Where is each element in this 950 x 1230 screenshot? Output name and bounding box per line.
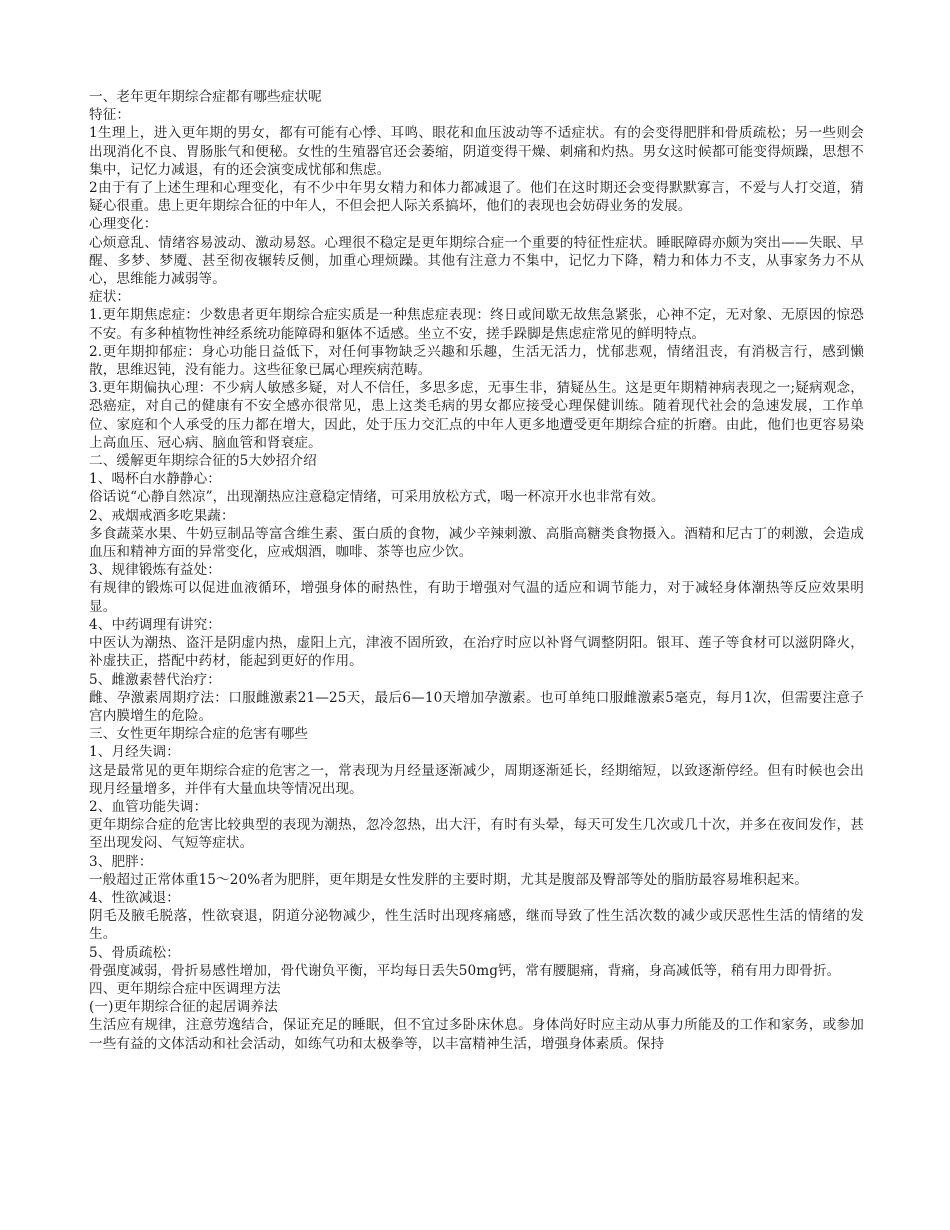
paragraph: 生活应有规律，注意劳逸结合，保证充足的睡眠，但不宜过多卧床休息。身体尚好时应主动从事力所能及的工作和家务，或参加一些有益的文体活动和社会活动，如练气功和太极拳等，以丰富精神生活，增强身体素质。保持 [89, 1017, 864, 1052]
paragraph: 2由于有了上述生理和心理变化，有不少中年男女精力和体力都减退了。他们在这时期还会变得默默寡言，不爱与人打交道，猜疑心很重。患上更年期综合征的中年人，不但会把人际关系搞坏，他们的表现也会妨碍业务的发展。 [89, 180, 864, 215]
paragraph: 更年期综合症的危害比较典型的表现为潮热，忽冷忽热，出大汗，有时有头晕，每天可发生几次或几十次，并多在夜间发作，甚至出现发闷、气短等症状。 [89, 817, 864, 852]
paragraph: 有规律的锻炼可以促进血液循环，增强身体的耐热性，有助于增强对气温的适应和调节能力，对于减轻身体潮热等反应效果明显。 [89, 580, 864, 615]
paragraph: 雌、孕激素周期疗法：口服雌激素21—25天，最后6—10天增加孕激素。也可单纯口服雌激素5毫克，每月1次，但需要注意子宫内膜增生的危险。 [89, 689, 864, 724]
paragraph: 1生理上，进入更年期的男女，都有可能有心悸、耳鸣、眼花和血压波动等不适症状。有的会变得肥胖和骨质疏松；另一些则会出现消化不良、胃肠胀气和便秘。女性的生殖器官还会萎缩，阴道变得干燥、刺痛和灼热。男女这时候都可能变得烦躁，思想不集中，记忆力减退，有的还会演变成忧郁和焦虑。 [89, 125, 864, 178]
tip-heading: 4、中药调理有讲究： [89, 616, 221, 633]
paragraph: 多食蔬菜水果、牛奶豆制品等富含维生素、蛋白质的食物，减少辛辣刺激、高脂高糖类食物摄入。酒精和尼古丁的刺激，会造成血压和精神方面的异常变化，应戒烟酒，咖啡、茶等也应少饮。 [89, 525, 864, 561]
paragraph: 2.更年期抑郁症：身心功能日益低下，对任何事物缺乏兴趣和乐趣，生活无活力，忧郁悲观，情绪沮丧，有消极言行，感到懒散，思维迟钝，没有能力。这些征象已属心理疾病范畴。 [89, 343, 864, 379]
paragraph: 3.更年期偏执心理：不少病人敏感多疑，对人不信任，多思多虑，无事生非，猜疑丛生。这是更年期精神病表现之一;疑病观念，恐癌症，对自己的健康有不安全感亦很常见，患上这类毛病的男女都应接受心理保健训练。随着现代社会的急速发展，工作单位、家庭和个人承受的压力都在增大，因此，处于压力交汇点的中年人更多地遭受更年期综合症的折磨。由此，他们也更容易染上高血压、冠心病、脑血管和肾衰症。 [89, 380, 864, 451]
tip-heading: 2、戒烟戒酒多吃果蔬： [89, 507, 235, 524]
section-heading-2: 二、缓解更年期综合征的5大妙招介绍 [89, 453, 317, 470]
harm-heading: 2、血管功能失调： [89, 798, 208, 815]
harm-heading: 1、月经失调： [89, 744, 180, 761]
paragraph: 1.更年期焦虑症：少数患者更年期综合症实质是一种焦虑症表现：终日或间歇无故焦急紧张，心神不定，无对象、无原因的惊恐不安。有多种植物性神经系统功能障碍和躯体不适感。坐立不安，搓手跺脚是焦虑症常见的鲜明特点。 [89, 307, 864, 342]
paragraph: 俗话说“心静自然凉”，出现潮热应注意稳定情绪，可采用放松方式，喝一杯凉开水也非常有效。 [89, 489, 665, 506]
tip-heading: 1、喝杯白水静静心： [89, 471, 221, 488]
harm-heading: 3、肥胖： [89, 853, 153, 870]
section-heading-1: 一、老年更年期综合症都有哪些症状呢 [89, 89, 322, 105]
subsection-heading: (一)更年期综合征的起居调养法 [89, 999, 278, 1016]
section-heading-4: 四、更年期综合症中医调理方法 [89, 980, 281, 997]
paragraph: 中医认为潮热、盗汗是阴虚内热，虚阳上亢，津液不固所致，在治疗时应以补肾气调整阴阳。银耳、莲子等食材可以滋阴降火，补虚扶正，搭配中药材，能起到更好的作用。 [89, 635, 864, 670]
tip-heading: 3、规律锻炼有益处： [89, 562, 221, 579]
tip-heading: 5、雌激素替代治疗： [89, 671, 221, 688]
paragraph: 一般超过正常体重15～20%者为肥胖，更年期是女性发胖的主要时期，尤其是腹部及臀部等处的脂肪最容易堆积起来。 [89, 871, 809, 888]
subheading-features: 特征： [89, 107, 131, 124]
subheading-psychological-changes: 心理变化： [89, 216, 158, 233]
document-body [89, 88, 864, 1053]
paragraph: 骨强度减弱，骨折易感性增加，骨代谢负平衡，平均每日丢失50mg钙，常有腰腿痛，背痛，身高减低等，稍有用力即骨折。 [89, 962, 841, 979]
paragraph: 阴毛及腋毛脱落，性欲衰退，阴道分泌物减少，性生活时出现疼痛感，继而导致了性生活次数的减少或厌恶性生活的情绪的发生。 [89, 908, 864, 943]
harm-heading: 5、骨质疏松： [89, 944, 180, 961]
paragraph: 心烦意乱、情绪容易波动、激动易怒。心理很不稳定是更年期综合症一个重要的特征性症状。睡眠障碍亦颇为突出——失眠、早醒、多梦、梦魇、甚至彻夜辗转反侧，加重心理烦躁。其他有注意力不集中，记忆力下降，精力和体力不支，从事家务力不从心，思维能力减弱等。 [89, 234, 864, 288]
paragraph: 这是最常见的更年期综合症的危害之一，常表现为月经量逐渐减少，周期逐渐延长，经期缩短，以致逐渐停经。但有时候也会出现月经量增多，并伴有大量血块等情况出现。 [89, 762, 864, 797]
subheading-symptoms: 症状： [89, 289, 131, 306]
harm-heading: 4、性欲减退： [89, 889, 180, 906]
section-heading-3: 三、女性更年期综合症的危害有哪些 [89, 726, 309, 743]
